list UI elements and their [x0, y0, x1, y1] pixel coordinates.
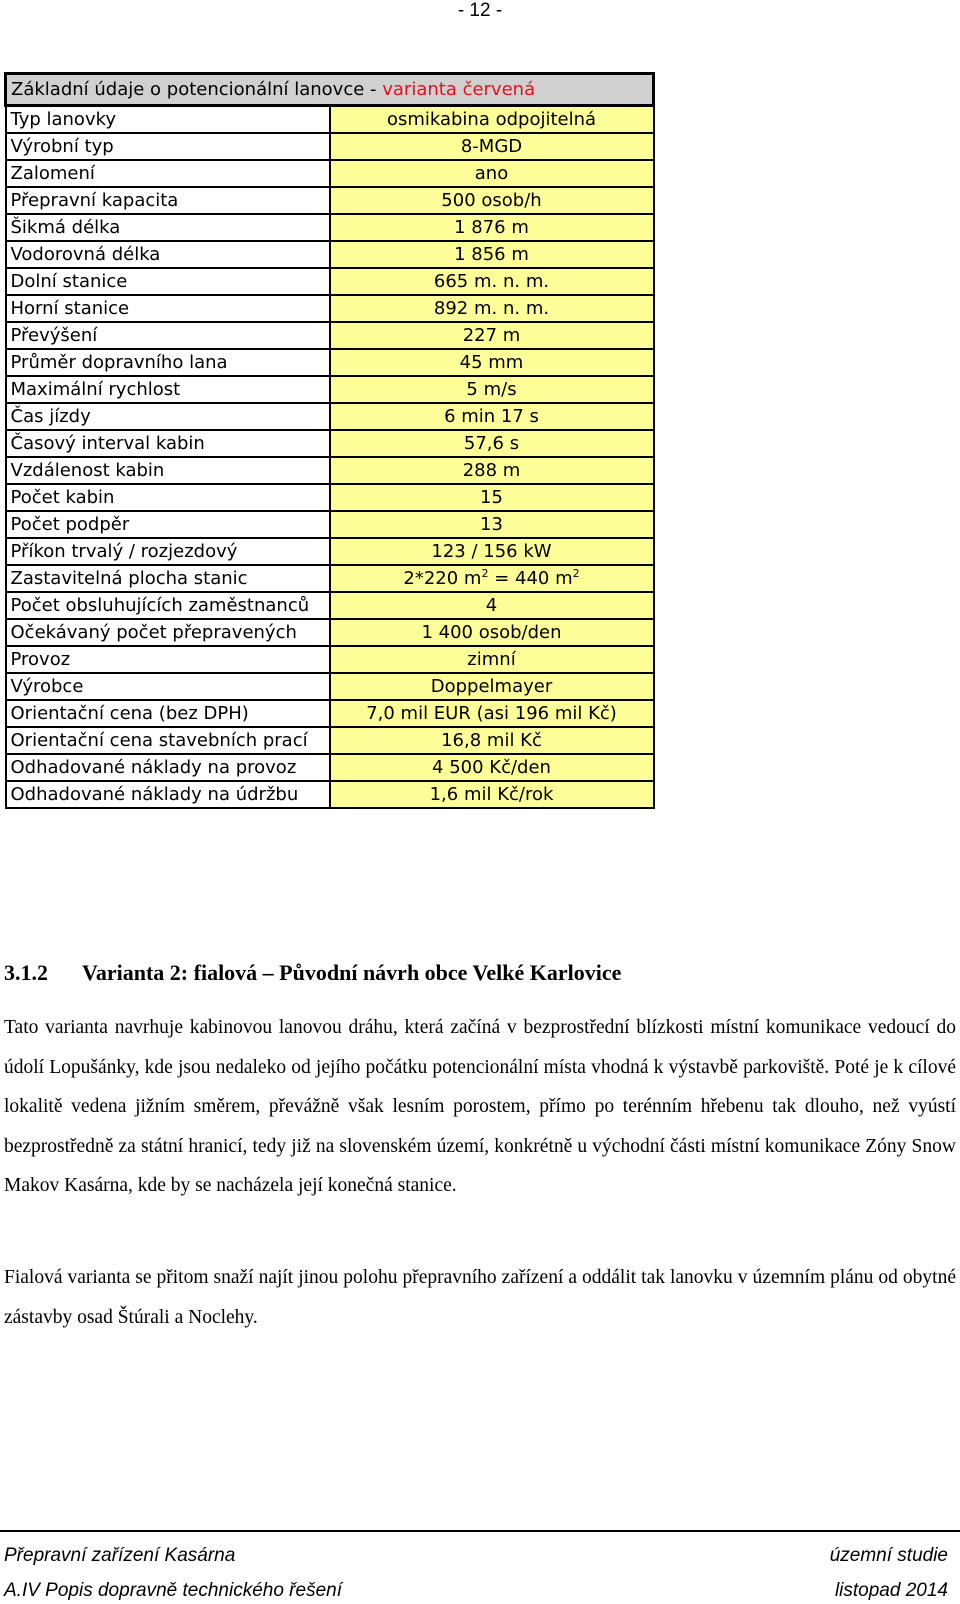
row-value: 6 min 17 s	[330, 403, 654, 430]
table-row	[6, 592, 654, 619]
row-label: Vzdálenost kabin	[6, 457, 330, 484]
row-label: Orientační cena (bez DPH)	[6, 700, 330, 727]
table-row	[6, 160, 654, 187]
table-row	[6, 700, 654, 727]
table-row	[6, 727, 654, 754]
footer-document-type: územní studie	[829, 1545, 948, 1566]
row-value: ano	[330, 160, 654, 187]
row-label: Čas jízdy	[6, 403, 330, 430]
row-label: Počet obsluhujících zaměstnanců	[6, 592, 330, 619]
table-row	[6, 538, 654, 565]
row-label: Orientační cena stavebních prací	[6, 727, 330, 754]
row-value: 45 mm	[330, 349, 654, 376]
specification-table	[4, 72, 655, 809]
row-value: 15	[330, 484, 654, 511]
footer-chapter: A.IV Popis dopravně technického řešení	[4, 1580, 342, 1601]
row-label: Průměr dopravního lana	[6, 349, 330, 376]
row-label: Odhadované náklady na provoz	[6, 754, 330, 781]
value-text: 2*220 m	[403, 567, 482, 589]
row-label: Horní stanice	[6, 295, 330, 322]
row-value: 1 400 osob/den	[330, 619, 654, 646]
row-value: 500 osob/h	[330, 187, 654, 214]
row-value: 1 856 m	[330, 241, 654, 268]
paragraph: Tato varianta navrhuje kabinovou lanovou dráhu, která začíná v bezprostřední blízkosti místní komunikace vedoucí do údolí Lopušánky, kde jsou nedaleko od jejího počátku potencionální místa vhodná k výstavbě parkoviště. Poté je k cílové lokalitě vedena jižním směrem, převážně však lesním porostem, přímo po terénním hřebenu tak dlouho, než vyústí bezprostředně za státní hranicí, tedy již na slovenském území, konkrétně u východní části místní komunikace Zóny Snow Makov Kasárna, kde by se nacházela její konečná stanice.	[4, 1017, 956, 1196]
row-label: Počet podpěr	[6, 511, 330, 538]
footer-line	[4, 1545, 952, 1567]
superscript: 2	[572, 566, 580, 580]
row-label: Vodorovná délka	[6, 241, 330, 268]
table-row	[6, 673, 654, 700]
row-value: 892 m. n. m.	[330, 295, 654, 322]
table-row	[6, 295, 654, 322]
row-value: 1,6 mil Kč/rok	[330, 781, 654, 808]
row-label: Zastavitelná plocha stanic	[6, 565, 330, 592]
row-label: Výrobní typ	[6, 133, 330, 160]
row-value: 7,0 mil EUR (asi 196 mil Kč)	[330, 700, 654, 727]
row-value: 57,6 s	[330, 430, 654, 457]
row-value: 13	[330, 511, 654, 538]
row-value: 4 500 Kč/den	[330, 754, 654, 781]
row-label: Převýšení	[6, 322, 330, 349]
footer-document-title: Přepravní zařízení Kasárna	[4, 1545, 236, 1566]
row-label: Počet kabin	[6, 484, 330, 511]
table-row	[6, 241, 654, 268]
row-label: Odhadované náklady na údržbu	[6, 781, 330, 808]
row-label: Přepravní kapacita	[6, 187, 330, 214]
table-row	[6, 646, 654, 673]
table-row	[6, 754, 654, 781]
section-heading	[4, 960, 621, 986]
row-label: Šikmá délka	[6, 214, 330, 241]
table-row	[6, 457, 654, 484]
footer-date: listopad 2014	[834, 1580, 948, 1601]
row-value: Doppelmayer	[330, 673, 654, 700]
table-row	[6, 322, 654, 349]
table-row	[6, 133, 654, 160]
table-row	[6, 430, 654, 457]
table-row	[6, 484, 654, 511]
row-value: 227 m	[330, 322, 654, 349]
footer-divider	[0, 1530, 960, 1532]
footer-line	[4, 1580, 952, 1602]
row-value: 123 / 156 kW	[330, 538, 654, 565]
row-value: osmikabina odpojitelná	[330, 106, 654, 133]
row-label: Časový interval kabin	[6, 430, 330, 457]
row-value: 1 876 m	[330, 214, 654, 241]
table-row	[6, 214, 654, 241]
value-text: = 440 m	[488, 567, 573, 589]
table-row	[6, 268, 654, 295]
section-number: 3.1.2	[4, 960, 48, 985]
row-value: zimní	[330, 646, 654, 673]
page-number: - 12 -	[457, 0, 503, 21]
table-title-row	[6, 74, 654, 106]
table-row	[6, 376, 654, 403]
paragraph: Fialová varianta se přitom snaží najít jinou polohu přepravního zařízení a oddálit tak lanovku v územním plánu od obytné zástavby osad Štúrali a Noclehy.	[4, 1267, 956, 1328]
section-title: Varianta 2: fialová – Původní návrh obce Velké Karlovice	[82, 960, 622, 985]
superscript: 2	[481, 566, 489, 580]
table-row	[6, 511, 654, 538]
table-title-accent: varianta červená	[382, 79, 536, 100]
row-label: Maximální rychlost	[6, 376, 330, 403]
row-label: Zalomení	[6, 160, 330, 187]
table-row	[6, 187, 654, 214]
table-row	[6, 565, 654, 592]
row-label: Příkon trvalý / rozjezdový	[6, 538, 330, 565]
row-value	[330, 565, 654, 592]
row-value: 8-MGD	[330, 133, 654, 160]
table-title	[6, 74, 654, 106]
table-row	[6, 349, 654, 376]
row-value: 5 m/s	[330, 376, 654, 403]
table-row	[6, 619, 654, 646]
row-label: Typ lanovky	[6, 106, 330, 133]
row-value: 665 m. n. m.	[330, 268, 654, 295]
row-value: 288 m	[330, 457, 654, 484]
table-row	[6, 781, 654, 808]
table-row	[6, 403, 654, 430]
table-title-text: Základní údaje o potencionální lanovce -	[11, 79, 383, 100]
row-label: Dolní stanice	[6, 268, 330, 295]
row-label: Očekávaný počet přepravených	[6, 619, 330, 646]
row-label: Provoz	[6, 646, 330, 673]
row-value: 4	[330, 592, 654, 619]
table-row	[6, 106, 654, 133]
row-label: Výrobce	[6, 673, 330, 700]
row-value: 16,8 mil Kč	[330, 727, 654, 754]
